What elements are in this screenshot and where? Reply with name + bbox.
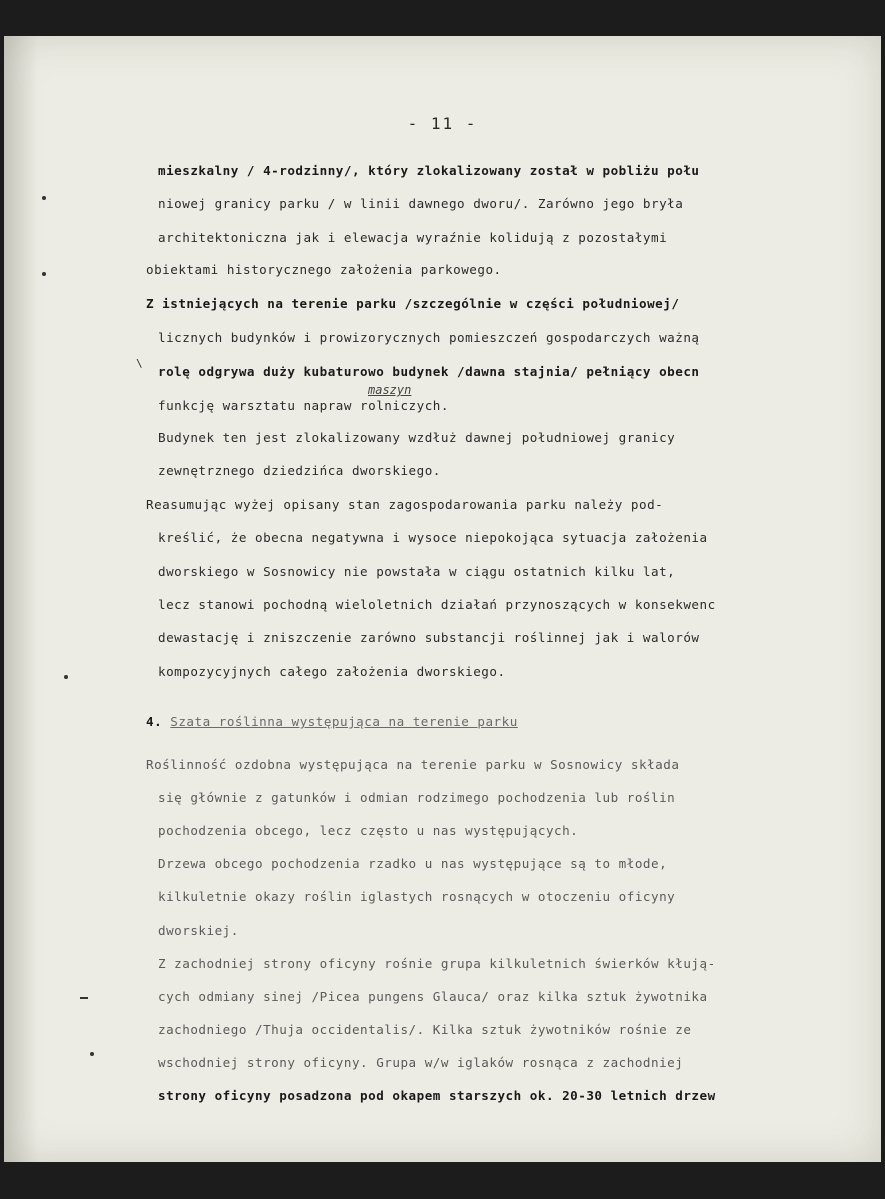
interlinear-note: maszyn [368,383,412,397]
text-line: licznych budynków i prowizorycznych pomieszczeń gospodarczych ważną [158,330,700,345]
text-line: mieszkalny / 4-rodzinny/, który zlokalizowany został w pobliżu połu [158,163,700,178]
text-line: dworskiego w Sosnowicy nie powstała w ciągu ostatnich kilku lat, [158,564,676,579]
text-line: cych odmiany sinej /Picea pungens Glauca/ oraz kilka sztuk żywotnika [158,989,708,1004]
speck-dot [64,675,68,679]
text-line: kreślić, że obecna negatywna i wysoce niepokojąca sytuacja założenia [158,530,708,545]
text-line: Z istniejących na terenie parku /szczególnie w części południowej/ [146,296,680,311]
text-line: lecz stanowi pochodną wieloletnich działań przynoszących w konsekwenc [158,597,716,612]
text-line: architektoniczna jak i elewacja wyraźnie kolidują z pozostałymi [158,230,668,245]
text-line: dewastację i zniszczenie zarówno substancji roślinnej jak i walorów [158,630,700,645]
text-line: funkcję warsztatu napraw rolniczych. [158,398,449,413]
page-number: - 11 - [407,114,478,133]
text-line: Drzewa obcego pochodzenia rzadko u nas występujące są to młode, [158,856,668,871]
text-line: zachodniego /Thuja occidentalis/. Kilka sztuk żywotników rośnie ze [158,1022,692,1037]
section-heading [146,714,518,729]
sheet-edge-shadow [4,36,38,1162]
section-number: 4. [146,714,163,729]
margin-mark: \ [136,357,143,370]
text-line: dworskiej. [158,923,239,938]
text-line: Budynek ten jest zlokalizowany wzdłuż dawnej południowej granicy [158,430,676,445]
section-title: Szata roślinna występująca na terenie parku [170,714,518,729]
text-line: kilkuletnie okazy roślin iglastych rosnących w otoczeniu oficyny [158,889,676,904]
speck-dot [42,196,46,200]
text-line: wschodniej strony oficyny. Grupa w/w iglaków rosnąca z zachodniej [158,1055,684,1070]
text-line: Z zachodniej strony oficyny rośnie grupa kilkuletnich świerków kłują- [158,956,716,971]
text-line: zewnętrznego dziedzińca dworskiego. [158,463,441,478]
text-line: pochodzenia obcego, lecz często u nas występujących. [158,823,579,838]
text-line: strony oficyny posadzona pod okapem starszych ok. 20-30 letnich drzew [158,1088,716,1103]
text-line: się głównie z gatunków i odmian rodzimego pochodzenia lub roślin [158,790,676,805]
text-line: kompozycyjnych całego założenia dworskiego. [158,664,506,679]
text-line: niowej granicy parku / w linii dawnego dworu/. Zarówno jego bryła [158,196,684,211]
speck-dash [80,997,88,999]
speck-dot [42,272,46,276]
text-line: Reasumując wyżej opisany stan zagospodarowania parku należy pod- [146,497,664,512]
text-line: obiektami historycznego założenia parkowego. [146,262,502,277]
speck-dot [90,1052,94,1056]
text-line: rolę odgrywa duży kubaturowo budynek /dawna stajnia/ pełniący obecn [158,364,700,379]
text-line: Roślinność ozdobna występująca na terenie parku w Sosnowicy składa [146,757,680,772]
